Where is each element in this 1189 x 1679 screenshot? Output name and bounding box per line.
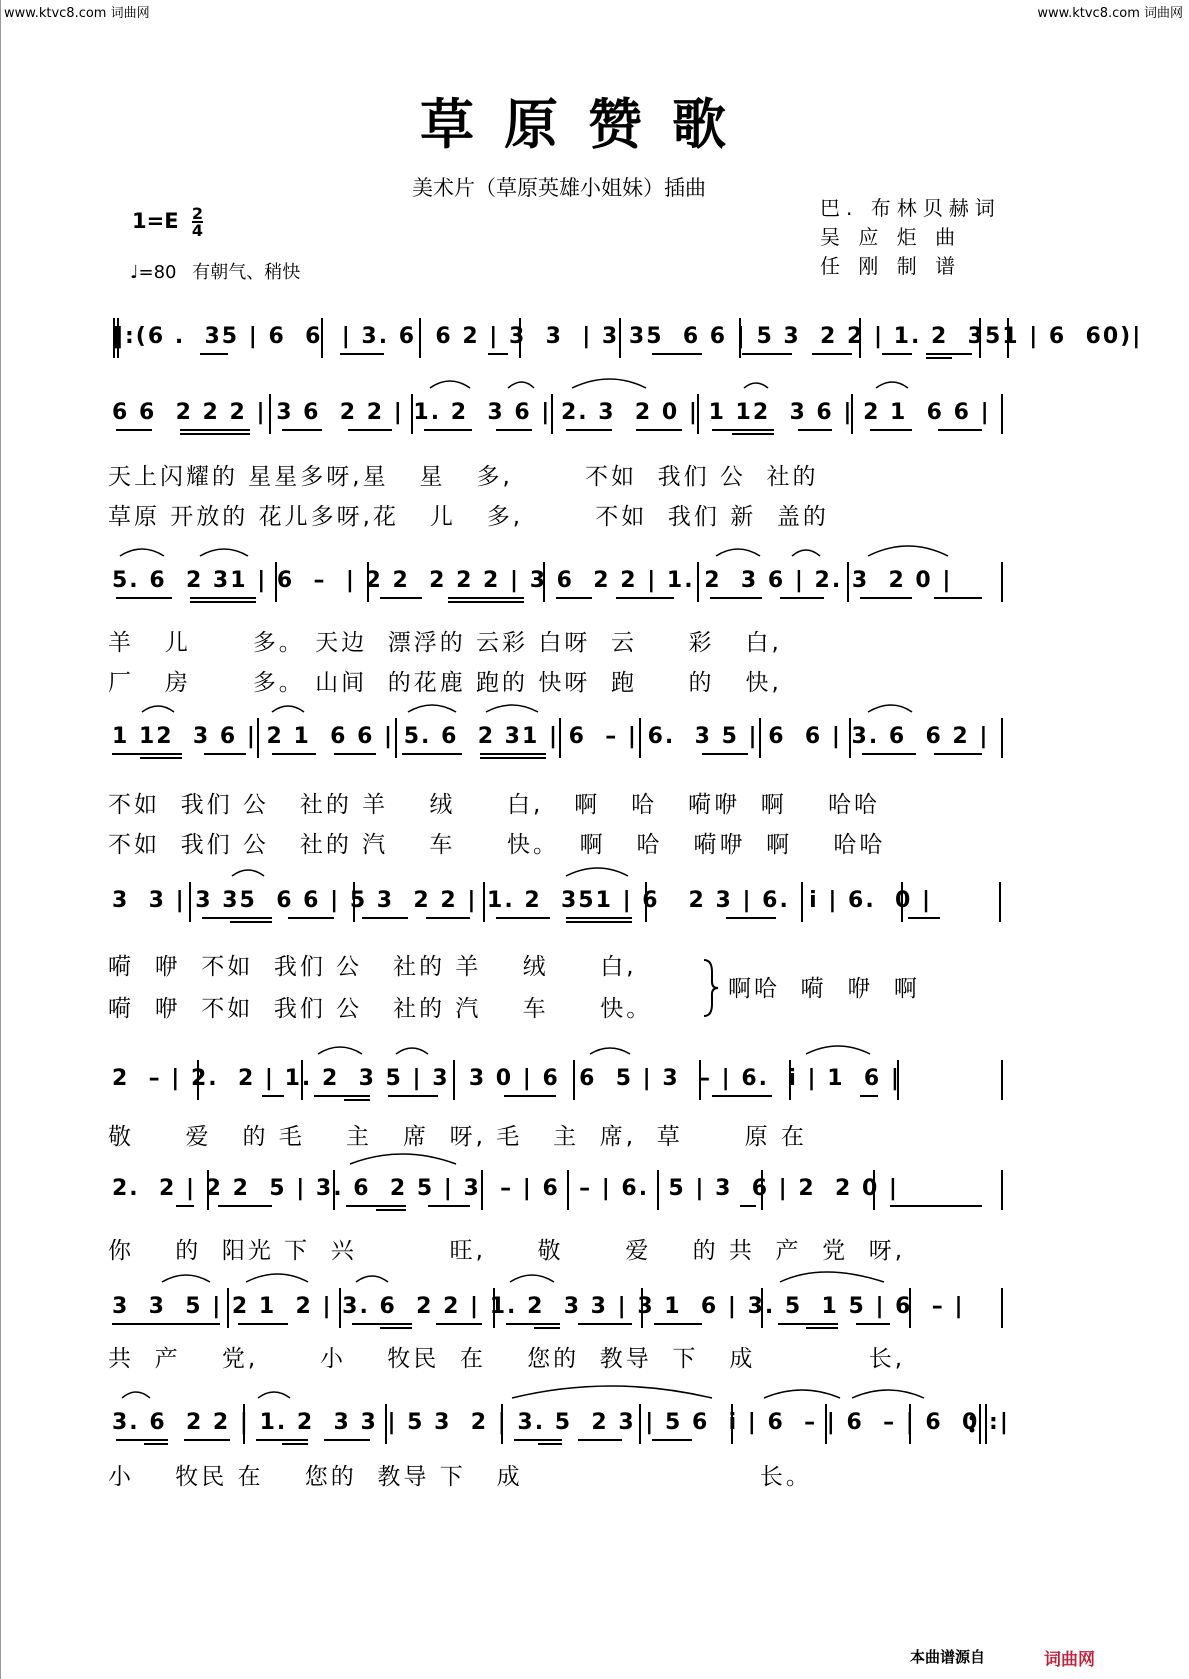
notation-line-7: [112, 1286, 1010, 1330]
lyric-line-8: 小 牧民 在 您的 教导 下 成 长。: [108, 1464, 812, 1490]
notation-line-1: [112, 392, 1010, 436]
composer-credit: 吴 应 炬 曲: [820, 225, 962, 249]
line-7-notes: 3 3 5 | 2 1 2 | 3. 6 2 2 | 1. 2 3 3 | 3 1 6 | 3. 5 1 5 | 6 – |: [112, 1294, 965, 1319]
lyric-line-2a: 羊 儿 多。 天边 漂浮的 云彩 白呀 云 彩 白,: [108, 630, 782, 656]
lyric-line-7: 共 产 党, 小 牧民 在 您的 教导 下 成 长,: [108, 1346, 906, 1372]
site-logo[interactable]: 词曲网: [1044, 1650, 1095, 1670]
verse-brace: [700, 958, 720, 1018]
line-2-notes: 5. 6 2 31 | 6 – | 2 2 2 2 2 | 3 6 2 2 | 1. 2 3 6 | 2. 3 2 0 |: [112, 568, 953, 593]
line-3-notes: 1 12 3 6 | 2 1 6 6 | 5. 6 2 31 | 6 – | 6. 3 5 | 6 6 | 3. 6 6 2 |: [112, 724, 990, 749]
transcriber-credit: 任 刚 制 谱: [820, 254, 962, 278]
line-6-notes: 2. 2 | 2 2 5 | 3. 6 2 5 | 3 – | 6 – | 6. 5 | 3 6 | 2 2 0 |: [112, 1176, 899, 1201]
lyric-line-3a: 不如 我们 公 社的 羊 绒 白, 啊 哈 嗬咿 啊 哈哈: [108, 792, 880, 818]
underlines: [262, 1096, 878, 1100]
underlines: [200, 354, 972, 358]
slurs: [318, 1046, 870, 1054]
tempo-value: ♩=80: [130, 262, 177, 283]
notation-line-0: [112, 316, 1143, 360]
notation-line-3: [112, 716, 1010, 760]
notation-line-8: [112, 1402, 1010, 1446]
slurs: [162, 1272, 884, 1282]
lyric-line-6: 你 的 阳光 下 兴 旺, 敬 爱 的 共 产 党 呀,: [108, 1238, 906, 1264]
underlines: [112, 754, 982, 758]
time-signature: [192, 206, 203, 238]
slurs: [350, 1154, 456, 1164]
time-top: 2: [191, 204, 204, 223]
credits-block: [820, 194, 1001, 281]
line-4-notes: 3 3 | 3 35 6 6 | 5 3 2 2 | 1. 2 351 | 6 2 3 | 6. i | 6. 0 |: [112, 888, 933, 913]
song-subtitle: 美术片（草原英雄小姐妹）插曲: [412, 176, 706, 200]
lyric-line-4a: 嗬 咿 不如 我们 公 社的 羊 绒 白,: [108, 954, 637, 980]
ties: [122, 1386, 924, 1398]
tempo-marking: [130, 258, 300, 284]
notation-line-2: [112, 560, 1010, 604]
key-label: 1=E: [132, 209, 179, 233]
lyric-line-1a: 天上闪耀的 星星多呀,星 星 多, 不如 我们 公 社的: [108, 464, 819, 490]
expression-text: 有朝气、稍快: [192, 262, 301, 283]
lyric-line-4b: 嗬 咿 不如 我们 公 社的 汽 车 快。: [108, 996, 653, 1022]
slurs: [430, 379, 908, 388]
line-5-notes: 2 – | 2. 2 | 1. 2 3 5 | 3 3 0 | 6 6 5 | 3 – | 6. i | 1 6 |: [112, 1066, 901, 1091]
line-8-notes: 3. 6 2 2 | 1. 2 3 3 | 5 3 2 | 3. 5 2 3 | 5 6 i | 6 – | 6 – | 6 0 :|: [112, 1410, 1010, 1435]
underlines: [116, 1440, 692, 1444]
refrain-lyric: 啊哈 嗬 咿 啊: [728, 976, 920, 1002]
slurs: [142, 705, 912, 712]
lyric-line-5: 敬 爱 的 毛 主 席 呀, 毛 主 席, 草 原 在: [108, 1124, 807, 1150]
notation-line-6: [112, 1168, 1010, 1212]
lyric-line-1b: 草原 开放的 花儿多呀,花 儿 多, 不如 我们 新 盖的: [108, 504, 829, 530]
notation-line-5: [112, 1058, 1010, 1102]
time-bottom: 4: [191, 221, 204, 240]
underlines: [116, 598, 982, 602]
lyric-line-3b: 不如 我们 公 社的 汽 车 快。 啊 哈 嗬咿 啊 哈哈: [108, 832, 886, 858]
slurs: [120, 546, 948, 556]
slurs: [232, 868, 628, 876]
source-label: 本曲谱源自: [910, 1648, 986, 1666]
notation-line-4: [112, 880, 1010, 924]
page-left-border: [0, 0, 1, 1679]
key-signature: [132, 206, 203, 238]
lyricist-credit: 巴. 布林贝赫词: [820, 196, 1001, 220]
underlines: [176, 1206, 982, 1210]
site-watermark-left[interactable]: www.ktvc8.com 词曲网: [4, 6, 150, 21]
line-1-notes: 6 6 2 2 2 | 3 6 2 2 | 1. 2 3 6 | 2. 3 2 0 | 1 12 3 6 | 2 1 6 6 |: [112, 400, 991, 425]
lyric-line-2b: 厂 房 多。 山间 的花鹿 跑的 快呀 跑 的 快,: [108, 670, 782, 696]
song-title: 草原赞歌: [420, 92, 756, 156]
underlines: [202, 918, 940, 922]
site-watermark-right[interactable]: www.ktvc8.com 词曲网: [1037, 6, 1183, 21]
line-0-notes: ‖:(6 . 35 | 6 6 | 3. 6 6 2 | 3 3 | 3 35 6 6 | 5 3 2 2 | 1. 2 351 | 6 60)|: [112, 324, 1143, 349]
